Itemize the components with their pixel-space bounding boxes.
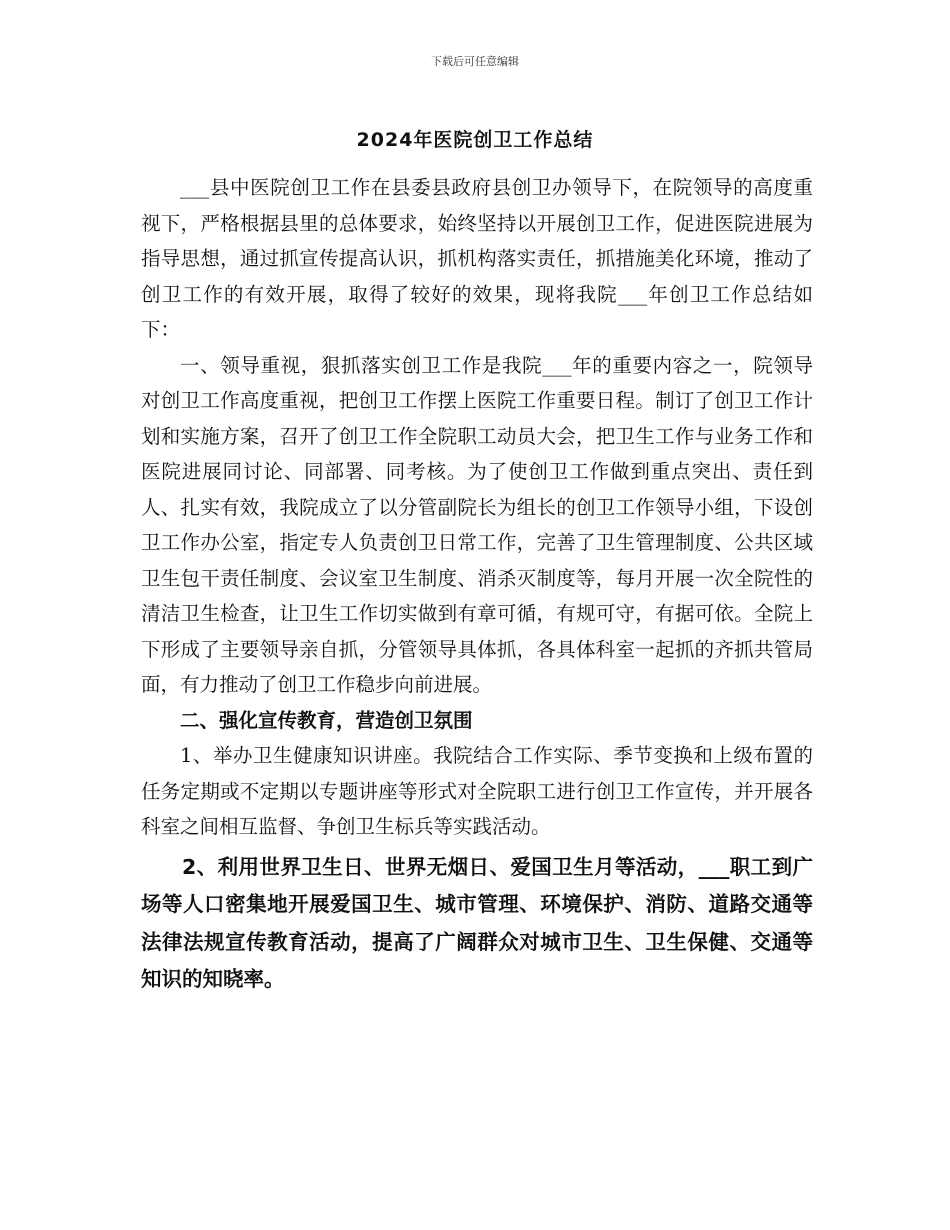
paragraph-item-one: 1、举办卫生健康知识讲座。我院结合工作实际、季节变换和上级布置的任务定期或不定期以专题讲座等形式对全院职工进行创卫工作宣传，并开展各科室之间相互监督、争创卫生标兵等实践活动。 xyxy=(141,744,813,838)
header-note: 下载后可任意编辑 xyxy=(431,55,519,68)
document-title: 2024年医院创卫工作总结 xyxy=(356,129,594,151)
section-heading-two: 二、强化宣传教育，营造创卫氛围 xyxy=(180,708,473,732)
paragraph-item-two: 2、利用世界卫生日、世界无烟日、爱国卫生月等活动，___职工到广场等人口密集地开展爱国卫生、城市管理、环境保护、消防、道路交通等法律法规宣传教育活动，提高了广阔群众对城市卫生、卫生保健、交通等知识的知晓率。 xyxy=(141,854,813,991)
document-body xyxy=(141,170,813,999)
paragraph-intro: ___县中医院创卫工作在县委县政府县创卫办领导下，在院领导的高度重视下，严格根据县里的总体要求，始终坚持以开展创卫工作，促进医院进展为指导思想，通过抓宣传提高认识，抓机构落实责任，抓措施美化环境，推动了创卫工作的有效开展，取得了较好的效果，现将我院___年创卫工作总结如下： xyxy=(141,176,813,341)
paragraph-section-one: 一、领导重视，狠抓落实创卫工作是我院___年的重要内容之一，院领导对创卫工作高度重视，把创卫工作摆上医院工作重要日程。制订了创卫工作计划和实施方案，召开了创卫工作全院职工动员大会，把卫生工作与业务工作和医院进展同讨论、同部署、同考核。为了使创卫工作做到重点突出、责任到人、扎实有效，我院成立了以分管副院长为组长的创卫工作领导小组，下设创卫工作办公室，指定专人负责创卫日常工作，完善了卫生管理制度、公共区域卫生包干责任制度、会议室卫生制度、消杀灭制度等，每月开展一次全院性的清洁卫生检查，让卫生工作切实做到有章可循，有规可守，有据可依。全院上下形成了主要领导亲自抓，分管领导具体抓，各具体科室一起抓的齐抓共管局面，有力推动了创卫工作稳步向前进展。 xyxy=(141,353,813,696)
